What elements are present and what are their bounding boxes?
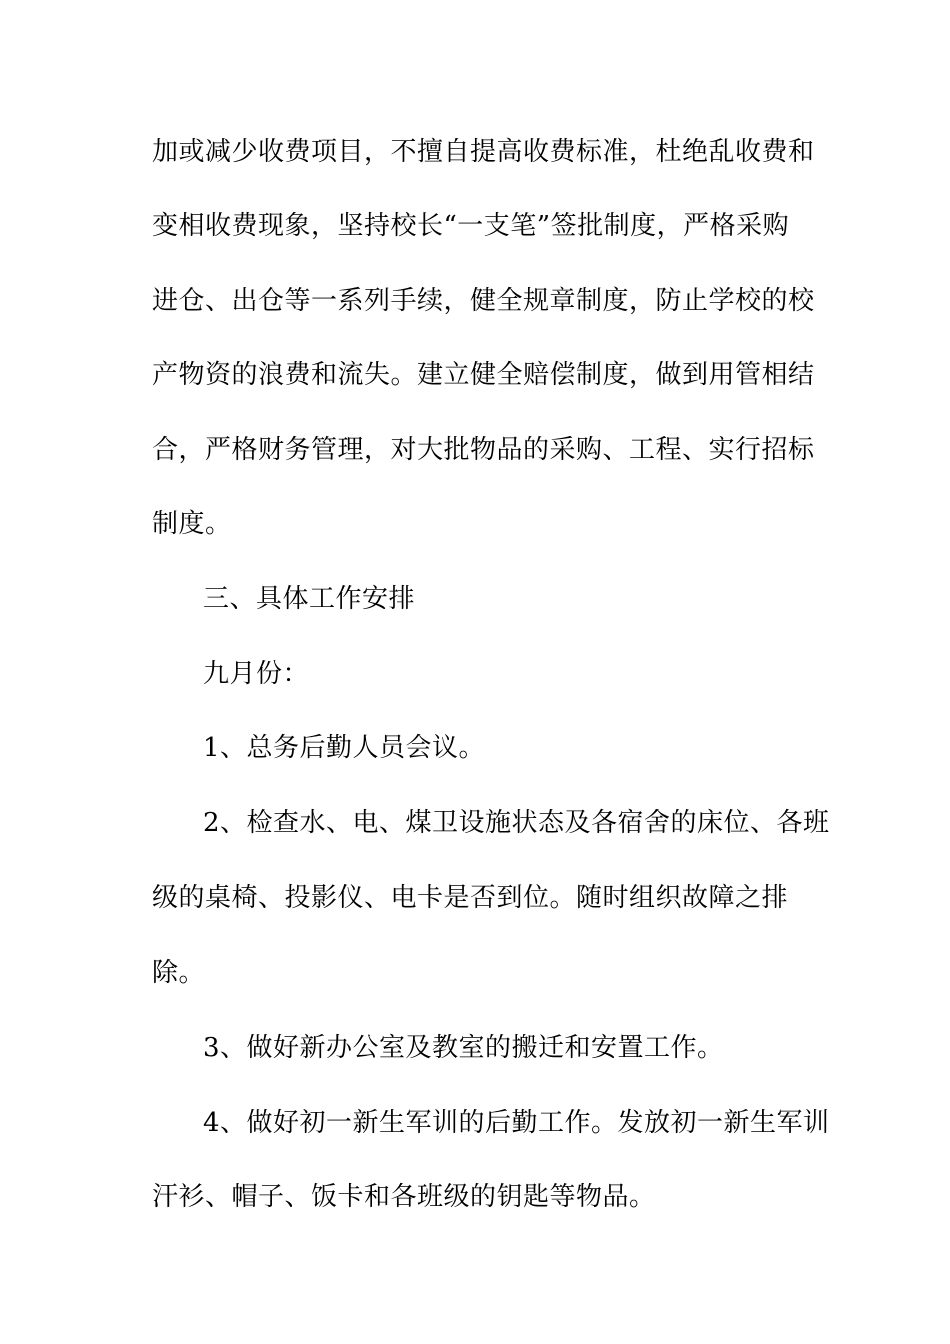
paragraph-line: 产物资的浪费和流失。建立健全赔偿制度，做到用管相结 <box>152 360 815 390</box>
paragraph-line: 除。 <box>152 958 206 988</box>
month-heading: 九月份： <box>203 659 310 689</box>
paragraph-line: 级的桌椅、投影仪、电卡是否到位。随时组织故障之排 <box>152 883 789 913</box>
paragraph-line: 变相收费现象，坚持校长“一支笔”签批制度，严格采购 <box>152 211 790 241</box>
paragraph-line: 加或减少收费项目，不擅自提高收费标准，杜绝乱收费和 <box>152 137 815 167</box>
list-item: 3、做好新办公室及教室的搬迁和安置工作。 <box>203 1033 724 1063</box>
list-item: 4、做好初一新生军训的后勤工作。发放初一新生军训 <box>203 1108 830 1138</box>
paragraph-line: 汗衫、帽子、饭卡和各班级的钥匙等物品。 <box>152 1182 656 1212</box>
list-item: 1、总务后勤人员会议。 <box>203 733 486 763</box>
list-item: 2、检查水、电、煤卫设施状态及各宿舍的床位、各班 <box>203 808 830 838</box>
paragraph-line: 进仓、出仓等一系列手续，健全规章制度，防止学校的校 <box>152 286 815 316</box>
section-heading: 三、具体工作安排 <box>203 584 416 614</box>
paragraph-line: 合，严格财务管理，对大批物品的采购、工程、实行招标 <box>152 435 815 465</box>
paragraph-line: 制度。 <box>152 509 232 539</box>
